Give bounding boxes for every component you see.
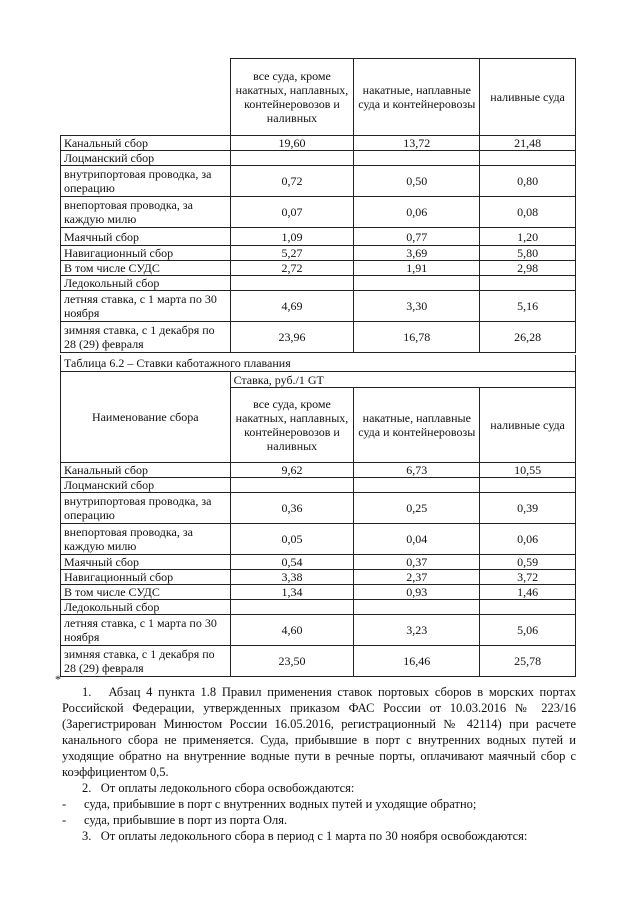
cell-value: 10,55 — [480, 463, 576, 478]
cell-value: 1,34 — [230, 585, 354, 600]
cell-value: 0,06 — [480, 524, 576, 555]
row-name: Ледокольный сбор — [61, 276, 231, 291]
cell-value: 0,77 — [354, 228, 480, 246]
row-name: Навигационный сбор — [61, 570, 231, 585]
cell-value: 3,69 — [354, 246, 480, 261]
row-name: внепортовая проводка, за каждую милю — [61, 197, 231, 228]
cell-value: 3,72 — [480, 570, 576, 585]
cell-value: 4,60 — [230, 615, 354, 646]
table-row — [61, 166, 576, 197]
table-row — [61, 322, 576, 353]
cell-value: 0,37 — [354, 555, 480, 570]
cell-value — [230, 478, 354, 493]
cell-value: 5,27 — [230, 246, 354, 261]
row-name: летняя ставка, с 1 марта по 30 ноября — [61, 615, 231, 646]
footnote-mark: * — [55, 672, 61, 686]
table-row — [61, 570, 576, 585]
cell-value: 9,62 — [230, 463, 354, 478]
cell-value: 26,28 — [480, 322, 576, 353]
row-name: внутрипортовая проводка, за операцию — [61, 166, 231, 197]
cell-value: 5,80 — [480, 246, 576, 261]
note-1: 1. Абзац 4 пункта 1.8 Правил применения ставок портовых сборов в морских портах Российской Федерации, утвержденных приказом ФАС России от 10.03.2016 № 223/16 (Зарегистрирован Минюстом России 16.05.2016, регистрационный № 42114) при расчете канального сбора не применяется. Суда, прибывшие в порт с внутренних водных путей и уходящие обратно на внутренние водные пути в речные порты, оплачивают маячный сбор с коэффициентом 0,5. — [62, 685, 576, 779]
cell-value — [480, 600, 576, 615]
cell-value: 19,60 — [230, 136, 354, 151]
table-row — [61, 151, 576, 166]
rate-header: Ставка, руб./1 GT — [230, 372, 575, 388]
row-name: Канальный сбор — [61, 136, 231, 151]
table-row — [61, 646, 576, 677]
header-roro-container: накатные, наплавные суда и контейнеровозы — [354, 59, 480, 136]
cell-value: 21,48 — [480, 136, 576, 151]
list-item — [62, 812, 576, 828]
cell-value: 3,38 — [230, 570, 354, 585]
row-name: Навигационный сбор — [61, 246, 231, 261]
row-name: Лоцманский сбор — [61, 478, 231, 493]
cell-value: 13,72 — [354, 136, 480, 151]
row-name: внепортовая проводка, за каждую милю — [61, 524, 231, 555]
header-roro-container: накатные, наплавные суда и контейнеровозы — [354, 388, 480, 463]
note-2-item-2: суда, прибывшие в порт из порта Оля. — [84, 813, 288, 827]
cell-value: 25,78 — [480, 646, 576, 677]
rates-table-1 — [60, 58, 576, 353]
table-row — [61, 615, 576, 646]
cell-value: 2,98 — [480, 261, 576, 276]
table-row — [61, 524, 576, 555]
dash-bullet: - — [62, 813, 67, 827]
cell-value: 0,05 — [230, 524, 354, 555]
cell-value — [354, 151, 480, 166]
table-row — [61, 261, 576, 276]
rates-table-2 — [60, 371, 576, 677]
cell-value: 5,06 — [480, 615, 576, 646]
row-name: В том числе СУДС — [61, 261, 231, 276]
table-row — [61, 246, 576, 261]
table-row — [61, 478, 576, 493]
name-header: Наименование сбора — [61, 372, 231, 463]
cell-value: 0,04 — [354, 524, 480, 555]
cell-value: 1,91 — [354, 261, 480, 276]
cell-value: 5,16 — [480, 291, 576, 322]
table-header-row — [61, 372, 576, 388]
cell-value: 0,06 — [354, 197, 480, 228]
cell-value: 16,78 — [354, 322, 480, 353]
table-row — [61, 555, 576, 570]
cell-value — [480, 276, 576, 291]
cell-value: 16,46 — [354, 646, 480, 677]
cell-value: 0,50 — [354, 166, 480, 197]
header-all-vessels: все суда, кроме накатных, наплавных, контейнеровозов и наливных — [230, 59, 354, 136]
cell-value: 0,36 — [230, 493, 354, 524]
row-name: летняя ставка, с 1 марта по 30 ноября — [61, 291, 231, 322]
note-3: 3. От оплаты ледокольного сбора в период с 1 марта по 30 ноября освобождаются: — [82, 829, 528, 843]
cell-value: 0,39 — [480, 493, 576, 524]
cell-value: 0,93 — [354, 585, 480, 600]
cell-value — [230, 151, 354, 166]
cell-value: 2,72 — [230, 261, 354, 276]
header-tankers: наливные суда — [480, 59, 576, 136]
cell-value: 1,46 — [480, 585, 576, 600]
table-row — [61, 136, 576, 151]
row-name: Маячный сбор — [61, 228, 231, 246]
cell-value — [480, 478, 576, 493]
table-row — [61, 493, 576, 524]
cell-value: 1,20 — [480, 228, 576, 246]
cell-value: 2,37 — [354, 570, 480, 585]
cell-value — [230, 600, 354, 615]
cell-value: 0,25 — [354, 493, 480, 524]
cell-value: 0,59 — [480, 555, 576, 570]
dash-bullet: - — [62, 797, 67, 811]
cell-value: 1,09 — [230, 228, 354, 246]
cell-value: 0,07 — [230, 197, 354, 228]
header-all-vessels: все суда, кроме накатных, наплавных, контейнеровозов и наливных — [230, 388, 354, 463]
cell-value: 0,80 — [480, 166, 576, 197]
table-row — [61, 197, 576, 228]
cell-value: 6,73 — [354, 463, 480, 478]
table-row — [61, 291, 576, 322]
cell-value: 0,72 — [230, 166, 354, 197]
row-name: Ледокольный сбор — [61, 600, 231, 615]
row-name: зимняя ставка, с 1 декабря по 28 (29) февраля — [61, 646, 231, 677]
table-caption: Таблица 6.2 – Ставки каботажного плавания — [60, 355, 576, 371]
cell-value: 23,96 — [230, 322, 354, 353]
cell-value: 4,69 — [230, 291, 354, 322]
cell-value: 0,08 — [480, 197, 576, 228]
table-row — [61, 463, 576, 478]
header-blank-cell — [61, 59, 231, 136]
row-name: В том числе СУДС — [61, 585, 231, 600]
table-header-row — [61, 59, 576, 136]
cell-value — [354, 600, 480, 615]
note-2: 2. От оплаты ледокольного сбора освобождаются: — [82, 781, 355, 795]
table-row — [61, 585, 576, 600]
cell-value — [230, 276, 354, 291]
header-tankers: наливные суда — [480, 388, 576, 463]
row-name: внутрипортовая проводка, за операцию — [61, 493, 231, 524]
note-2-item-1: суда, прибывшие в порт с внутренних водных путей и уходящие обратно; — [84, 797, 477, 811]
cell-value: 3,23 — [354, 615, 480, 646]
cell-value — [354, 276, 480, 291]
row-name: Канальный сбор — [61, 463, 231, 478]
notes-section — [62, 684, 576, 844]
cell-value — [354, 478, 480, 493]
cell-value: 23,50 — [230, 646, 354, 677]
row-name: зимняя ставка, с 1 декабря по 28 (29) февраля — [61, 322, 231, 353]
cell-value: 0,54 — [230, 555, 354, 570]
cell-value: 3,30 — [354, 291, 480, 322]
row-name: Маячный сбор — [61, 555, 231, 570]
list-item — [62, 796, 576, 812]
table-row — [61, 228, 576, 246]
table-row — [61, 600, 576, 615]
table-row — [61, 276, 576, 291]
row-name: Лоцманский сбор — [61, 151, 231, 166]
cell-value — [480, 151, 576, 166]
